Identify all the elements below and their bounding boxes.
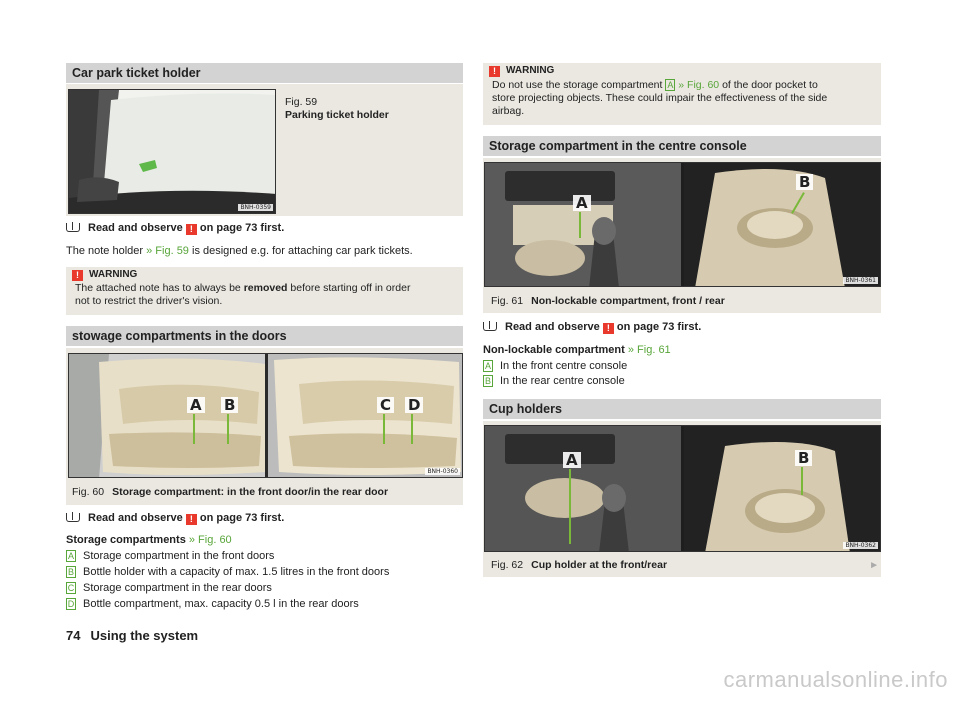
book-icon (66, 223, 80, 232)
figure-62-number: Fig. 62 (491, 559, 524, 571)
key-badge: A (484, 361, 491, 372)
figure-61-box (483, 158, 881, 313)
cup-holder-illustration (485, 426, 881, 552)
page-number: 74 (66, 628, 81, 643)
watermark: carmanualsonline.info (723, 667, 948, 692)
book-icon (483, 322, 497, 331)
key-badge: C (67, 583, 75, 594)
read-and-observe-2: Read and observe ! on page 73 first. (66, 511, 284, 525)
list-item: D Bottle compartment, max. capacity 0.5 l in the rear doors (67, 598, 359, 610)
key-badge: D (67, 599, 75, 610)
section-title-door-stowage: stowage compartments in the doors (66, 326, 463, 346)
callout-a: A (573, 195, 591, 211)
callout-d: D (405, 397, 423, 413)
warning-icon: ! (186, 514, 197, 525)
section-title-cup-holders: Cup holders (483, 399, 881, 419)
continue-arrow-icon: ► (869, 560, 879, 571)
page-footer (66, 628, 198, 643)
figure-61-caption (491, 295, 725, 308)
callout-a: A (563, 452, 581, 468)
figure-62-caption (491, 559, 667, 572)
key-badge: B (484, 376, 491, 387)
figure-61-number: Fig. 61 (491, 295, 524, 307)
section-title-car-park-ticket-holder: Car park ticket holder (66, 63, 463, 83)
centre-console-illustration (485, 163, 881, 287)
warning-header: ! WARNING (489, 65, 554, 77)
warning-icon: ! (72, 270, 83, 281)
key-badge: B (67, 567, 74, 578)
figure-60-caption (72, 486, 388, 499)
figure-59-title: Parking ticket holder (285, 109, 389, 121)
figure-59-box (66, 84, 463, 216)
figure-62-image (484, 425, 881, 552)
warning-icon: ! (603, 323, 614, 334)
figure-59-code: BNH-0359 (240, 204, 271, 211)
warning-box-1 (66, 267, 463, 315)
fig-59-link[interactable]: » Fig. 59 (146, 245, 189, 257)
callout-b: B (796, 174, 813, 190)
figure-60-code: BNH-0360 (427, 468, 458, 475)
key-badge: A (667, 80, 674, 91)
figure-62-code: BNH-0362 (845, 542, 876, 549)
list-item: B In the rear centre console (484, 375, 625, 387)
list-item: C Storage compartment in the rear doors (67, 582, 272, 594)
door-panels-illustration (69, 354, 463, 478)
figure-62-box (483, 421, 881, 577)
book-icon (66, 513, 80, 522)
callout-b: B (795, 450, 812, 466)
figure-59-caption (285, 96, 389, 122)
figure-59-number: Fig. 59 (285, 96, 318, 108)
figure-59-image (68, 89, 276, 214)
figure-61-code: BNH-0361 (845, 277, 876, 284)
compartment-list-heading: Non-lockable compartment » Fig. 61 (483, 344, 671, 356)
figure-60-title: Storage compartment: in the front door/in the rear door (112, 486, 389, 498)
fig-61-link[interactable]: » Fig. 61 (627, 344, 671, 356)
fig-60-link[interactable]: » Fig. 60 (188, 534, 232, 546)
figure-60-box (66, 348, 463, 505)
callout-a: A (187, 397, 205, 413)
read-and-observe-1: Read and observe ! on page 73 first. (66, 221, 284, 235)
chapter-title: Using the system (90, 628, 199, 643)
key-badge: A (67, 551, 74, 562)
callout-c: C (377, 397, 394, 413)
figure-60-image (68, 353, 463, 478)
warning-2-text: Do not use the storage compartment A » Fig. 60 of the door pocket to store projecting objects. These could impair the effectiveness of the side airbag. (492, 79, 828, 117)
storage-list-heading: Storage compartments » Fig. 60 (66, 534, 232, 546)
warning-1-text: The attached note has to always be removed before starting off in order not to restrict the driver's vision. (75, 282, 411, 307)
callout-b: B (221, 397, 238, 413)
warning-icon: ! (489, 66, 500, 77)
figure-62-title: Cup holder at the front/rear (531, 559, 668, 571)
section-title-centre-console: Storage compartment in the centre console (483, 136, 881, 156)
figure-61-title: Non-lockable compartment, front / rear (531, 295, 725, 307)
list-item: B Bottle holder with a capacity of max. 1.5 litres in the front doors (67, 566, 390, 578)
note-holder-text: The note holder » Fig. 59 is designed e.g. for attaching car park tickets. (66, 245, 413, 257)
list-item: A In the front centre console (484, 360, 628, 372)
fig-60-link[interactable]: » Fig. 60 (678, 79, 720, 91)
read-and-observe-3: Read and observe ! on page 73 first. (483, 320, 701, 334)
warning-box-2 (483, 63, 881, 125)
warning-header: ! WARNING (72, 269, 137, 281)
warning-icon: ! (186, 224, 197, 235)
windshield-illustration (69, 90, 276, 214)
list-item: A Storage compartment in the front doors (67, 550, 275, 562)
figure-60-number: Fig. 60 (72, 486, 105, 498)
figure-61-image (484, 162, 881, 287)
